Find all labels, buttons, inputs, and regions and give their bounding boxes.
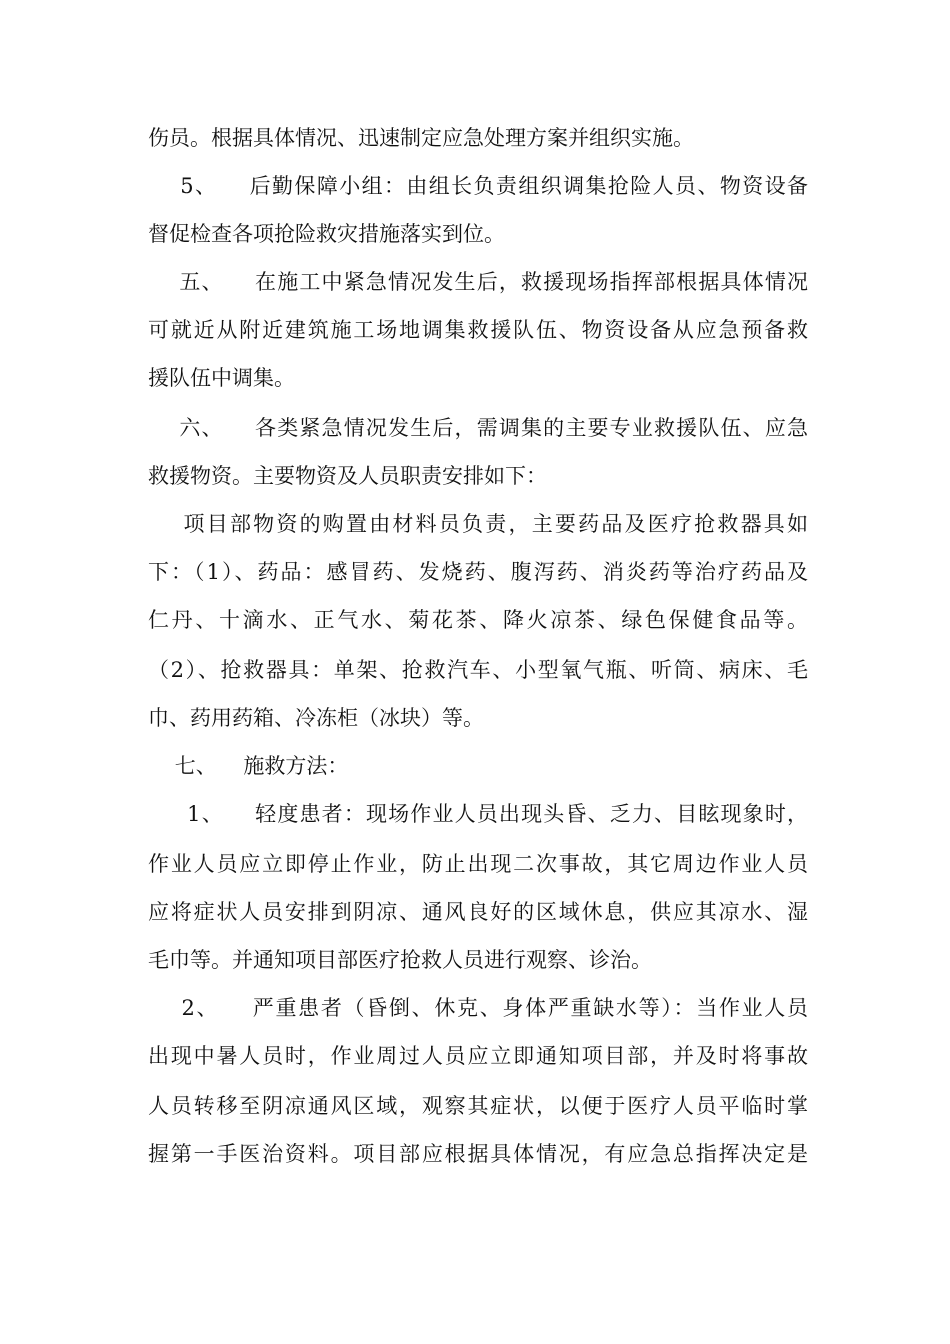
paragraph-line: 仁丹、十滴水、正气水、菊花茶、降火凉茶、绿色保健食品等。 — [148, 608, 808, 632]
paragraph-line: （2）、抢救器具：单架、抢救汽车、小型氧气瓶、听筒、病床、毛 — [148, 658, 808, 682]
paragraph-line: 出现中暑人员时，作业周过人员应立即通知项目部，并及时将事故 — [148, 1044, 808, 1068]
paragraph-line: 5、 后勤保障小组：由组长负责组织调集抢险人员、物资设备 — [148, 174, 808, 198]
paragraph-line: 六、 各类紧急情况发生后，需调集的主要专业救援队伍、应急 — [148, 416, 808, 440]
paragraph-line: 毛巾等。并通知项目部医疗抢救人员进行观察、诊治。 — [148, 948, 652, 972]
paragraph-line: 督促检查各项抢险救灾措施落实到位。 — [148, 222, 505, 246]
paragraph-line: 下：（1）、药品：感冒药、发烧药、腹泻药、消炎药等治疗药品及 — [148, 560, 808, 584]
paragraph-line: 可就近从附近建筑施工场地调集救援队伍、物资设备从应急预备救 — [148, 318, 808, 342]
paragraph-line: 五、 在施工中紧急情况发生后，救援现场指挥部根据具体情况 — [148, 270, 808, 294]
paragraph-line: 救援物资。主要物资及人员职责安排如下： — [148, 464, 547, 488]
paragraph-line: 1、 轻度患者：现场作业人员出现头昏、乏力、目眩现象时， — [148, 802, 808, 826]
paragraph-line: 2、 严重患者（昏倒、休克、身体严重缺水等）：当作业人员 — [148, 996, 808, 1020]
paragraph-line: 巾、药用药箱、冷冻柜（冰块）等。 — [148, 706, 484, 730]
paragraph-line: 应将症状人员安排到阴凉、通风良好的区域休息，供应其凉水、湿 — [148, 900, 808, 924]
section-heading: 七、 施救方法： — [148, 754, 349, 778]
paragraph-line: 伤员。根据具体情况、迅速制定应急处理方案并组织实施。 — [148, 126, 694, 150]
paragraph-line: 人员转移至阴凉通风区域，观察其症状，以便于医疗人员平临时掌 — [148, 1094, 808, 1118]
paragraph-line: 握第一手医治资料。项目部应根据具体情况，有应急总指挥决定是 — [148, 1142, 808, 1166]
paragraph-line: 援队伍中调集。 — [148, 366, 295, 390]
paragraph-line: 项目部物资的购置由材料员负责，主要药品及医疗抢救器具如 — [148, 512, 808, 536]
paragraph-line: 作业人员应立即停止作业，防止出现二次事故，其它周边作业人员 — [148, 852, 808, 876]
